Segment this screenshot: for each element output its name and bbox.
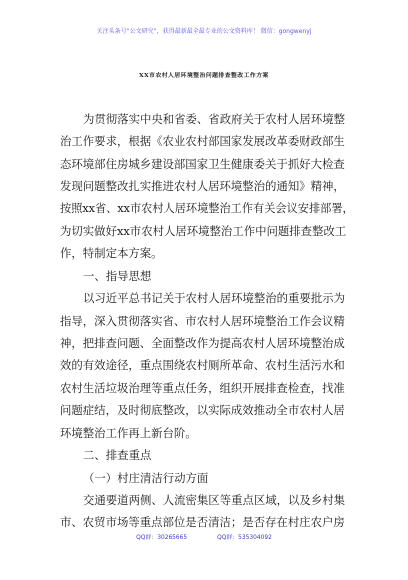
para-line: 按照xx省、xx市农村人居环境整治工作有关会议安排部署， [60,201,354,215]
para-line: 为贯彻落实中央和省委、省政府关于农村人居环境整 [83,112,345,126]
document-body [60,108,354,534]
qq-group-2: QQ群：535304092 [217,535,272,541]
para-line: 交通要道两侧、人流密集区等重点区域，以及乡村集 [83,492,345,507]
para-line: 问题症结，及时彻底整改，以实际成效推动全市农村人居 [60,403,345,418]
section-heading: 一、指导思想 [83,268,152,283]
para-line: 神，把排查问题、全面整改作为提高农村人居环境整治成 [60,336,345,351]
section-heading: 二、排查重点 [83,448,152,463]
para-line: 为切实做好xx市农村人居环境整治工作中问题排查整改工 [60,224,347,239]
para-line: 态环境部住房城乡建设部国家卫生健康委关于抓好大检查 [60,156,345,171]
para-line: 环境整治工作再上新台阶。 [60,425,197,440]
para-line: 作，特制定本方案。 [60,246,163,261]
para-line: 治工作要求，根据《农业农村部国家发展改革委财政部生 [60,134,345,149]
header-banner: 关注头条号“公文研究”，获得最新最全最专业的公文资料库！ 微信：gongwenyj [96,28,312,35]
para-line: 以习近平总书记关于农村人居环境整治的重要批示为 [83,291,345,306]
para-line: 农村生活垃圾治理等重点任务，组织开展排查检查，找准 [60,380,345,395]
qq-group-1: QQ群：30265665 [136,535,188,541]
document-title: XX市农村人居环境整治问题排查整改工作方案 [139,73,269,79]
para-line: 市、农贸市场等重点部位是否清洁；是否存在村庄农户房 [60,515,345,530]
subsection-heading: （一）村庄清洁行动方面 [83,470,209,485]
para-line: 效的有效途径，重点围绕农村厕所革命、农村生活污水和 [60,358,345,373]
footer-contacts [0,532,408,541]
para-line: 发现问题整改扎实推进农村人居环境整治的通知》精神， [60,179,345,194]
para-line: 指导，深入贯彻落实省、市农村人居环境整治工作会议精 [60,313,345,328]
